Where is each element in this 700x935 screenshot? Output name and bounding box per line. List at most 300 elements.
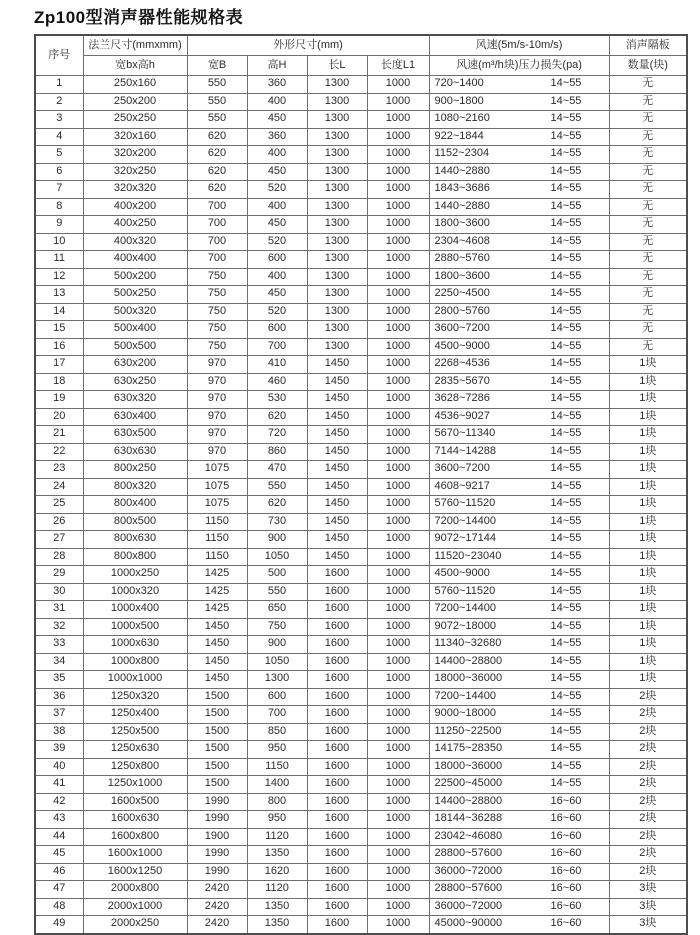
flange-size-cell: 1000x1000 (83, 671, 187, 689)
table-row (35, 548, 687, 566)
wind-speed-cell (429, 601, 609, 619)
length-l1-cell: 1000 (367, 601, 429, 619)
baffle-count-cell: 无 (609, 286, 687, 304)
height-h-cell: 1400 (247, 776, 307, 794)
air-volume-value: 3600~7200 (434, 322, 490, 335)
air-volume-value: 2268~4536 (434, 357, 490, 370)
height-h-cell: 900 (247, 636, 307, 654)
air-volume-value: 9072~18000 (434, 619, 497, 632)
width-b-cell: 1150 (187, 531, 247, 549)
flange-size-cell: 500x400 (83, 321, 187, 339)
length-l1-cell: 1000 (367, 566, 429, 584)
table-row (35, 146, 687, 164)
air-volume-value: 2880~5760 (434, 252, 490, 265)
length-l-cell: 1300 (307, 338, 367, 356)
serial-cell: 1 (35, 76, 83, 94)
wind-speed-cell (429, 286, 609, 304)
height-h-cell: 600 (247, 321, 307, 339)
pressure-loss-value: 14~55 (550, 94, 582, 107)
flange-size-cell: 1000x400 (83, 601, 187, 619)
pressure-loss-value: 16~60 (550, 812, 582, 825)
air-volume-value: 36000~72000 (434, 899, 503, 912)
length-l-cell: 1300 (307, 111, 367, 129)
length-l1-cell: 1000 (367, 408, 429, 426)
length-l-cell: 1600 (307, 636, 367, 654)
air-volume-value: 900~1800 (434, 94, 484, 107)
wind-speed-cell (429, 688, 609, 706)
pressure-loss-value: 14~55 (550, 234, 582, 247)
length-l-cell: 1600 (307, 758, 367, 776)
width-b-cell: 700 (187, 216, 247, 234)
pressure-loss-value: 14~55 (550, 462, 582, 475)
length-l1-cell: 1000 (367, 356, 429, 374)
height-h-cell: 500 (247, 566, 307, 584)
baffle-count-cell: 1块 (609, 496, 687, 514)
flange-size-cell: 1000x500 (83, 618, 187, 636)
table-row (35, 898, 687, 916)
table-row (35, 163, 687, 181)
table-row (35, 723, 687, 741)
table-row (35, 828, 687, 846)
length-l1-cell: 1000 (367, 496, 429, 514)
flange-size-cell: 1250x800 (83, 758, 187, 776)
wind-speed-cell (429, 233, 609, 251)
serial-cell: 30 (35, 583, 83, 601)
header-row-2 (35, 56, 687, 76)
width-b-cell: 1425 (187, 583, 247, 601)
length-l-cell: 1300 (307, 216, 367, 234)
wind-speed-cell (429, 146, 609, 164)
length-l-cell: 1300 (307, 233, 367, 251)
length-l1-cell: 1000 (367, 828, 429, 846)
height-h-cell: 400 (247, 93, 307, 111)
length-l1-cell: 1000 (367, 373, 429, 391)
table-row (35, 478, 687, 496)
length-l-cell: 1300 (307, 303, 367, 321)
wind-speed-cell (429, 443, 609, 461)
serial-cell: 21 (35, 426, 83, 444)
width-b-cell: 750 (187, 303, 247, 321)
length-l1-cell: 1000 (367, 111, 429, 129)
serial-cell: 10 (35, 233, 83, 251)
length-l-cell: 1300 (307, 163, 367, 181)
table-row (35, 706, 687, 724)
width-b-cell: 1075 (187, 496, 247, 514)
width-b-cell: 970 (187, 356, 247, 374)
serial-cell: 35 (35, 671, 83, 689)
pressure-loss-value: 14~55 (550, 514, 582, 527)
height-h-cell: 1120 (247, 828, 307, 846)
pressure-loss-value: 14~55 (550, 707, 582, 720)
flange-size-cell: 800x250 (83, 461, 187, 479)
pressure-loss-value: 14~55 (550, 759, 582, 772)
air-volume-value: 1440~2880 (434, 199, 490, 212)
length-l1-cell: 1000 (367, 286, 429, 304)
table-row (35, 216, 687, 234)
flange-size-cell: 320x320 (83, 181, 187, 199)
air-volume-value: 7144~14288 (434, 444, 497, 457)
pressure-loss-value: 14~55 (550, 742, 582, 755)
height-h-cell: 1350 (247, 846, 307, 864)
length-l-cell: 1300 (307, 286, 367, 304)
length-l1-cell: 1000 (367, 793, 429, 811)
baffle-count-cell: 2块 (609, 706, 687, 724)
baffle-count-cell: 1块 (609, 653, 687, 671)
baffle-count-cell: 1块 (609, 583, 687, 601)
length-l1-cell: 1000 (367, 426, 429, 444)
wind-speed-cell (429, 898, 609, 916)
baffle-count-cell: 1块 (609, 373, 687, 391)
length-l1-cell: 1000 (367, 741, 429, 759)
baffle-count-cell: 无 (609, 163, 687, 181)
flange-size-cell: 1250x630 (83, 741, 187, 759)
length-l-cell: 1300 (307, 128, 367, 146)
baffle-count-cell: 无 (609, 146, 687, 164)
wind-speed-cell (429, 706, 609, 724)
table-row (35, 408, 687, 426)
air-volume-value: 2800~5760 (434, 304, 490, 317)
table-row (35, 373, 687, 391)
pressure-loss-value: 14~55 (550, 164, 582, 177)
serial-cell: 2 (35, 93, 83, 111)
pressure-loss-value: 14~55 (550, 217, 582, 230)
flange-size-cell: 500x500 (83, 338, 187, 356)
flange-size-cell: 1600x1250 (83, 863, 187, 881)
length-l1-cell: 1000 (367, 636, 429, 654)
pressure-loss-value: 14~55 (550, 77, 582, 90)
air-volume-value: 4608~9217 (434, 479, 490, 492)
length-l1-cell: 1000 (367, 443, 429, 461)
pressure-loss-value: 14~55 (550, 322, 582, 335)
height-h-cell: 470 (247, 461, 307, 479)
air-volume-value: 28800~57600 (434, 847, 503, 860)
length-l-cell: 1300 (307, 146, 367, 164)
length-l-cell: 1600 (307, 846, 367, 864)
width-b-cell: 1425 (187, 566, 247, 584)
wind-speed-cell (429, 741, 609, 759)
air-volume-value: 22500~45000 (434, 777, 503, 790)
length-l1-cell: 1000 (367, 513, 429, 531)
flange-size-cell: 250x200 (83, 93, 187, 111)
serial-cell: 40 (35, 758, 83, 776)
baffle-count-cell: 2块 (609, 723, 687, 741)
length-l1-cell: 1000 (367, 76, 429, 94)
air-volume-value: 14400~28800 (434, 654, 503, 667)
length-l-cell: 1600 (307, 601, 367, 619)
length-l-cell: 1300 (307, 251, 367, 269)
height-h-cell: 950 (247, 741, 307, 759)
flange-size-cell: 400x320 (83, 233, 187, 251)
flange-size-cell: 500x320 (83, 303, 187, 321)
flange-size-cell: 1250x320 (83, 688, 187, 706)
length-l-cell: 1600 (307, 863, 367, 881)
height-h-cell: 520 (247, 181, 307, 199)
height-h-cell: 600 (247, 688, 307, 706)
baffle-count-cell: 1块 (609, 566, 687, 584)
wind-speed-cell (429, 566, 609, 584)
serial-cell: 37 (35, 706, 83, 724)
air-volume-value: 2250~4500 (434, 287, 490, 300)
pressure-loss-value: 14~55 (550, 637, 582, 650)
width-b-cell: 1500 (187, 723, 247, 741)
length-l-cell: 1450 (307, 461, 367, 479)
baffle-count-cell: 1块 (609, 618, 687, 636)
width-b-cell: 1900 (187, 828, 247, 846)
length-l1-cell: 1000 (367, 863, 429, 881)
flange-size-cell: 400x400 (83, 251, 187, 269)
serial-cell: 32 (35, 618, 83, 636)
height-h-cell: 750 (247, 618, 307, 636)
air-volume-value: 1800~3600 (434, 269, 490, 282)
air-volume-value: 7200~14400 (434, 514, 497, 527)
pressure-loss-value: 14~55 (550, 427, 582, 440)
serial-cell: 48 (35, 898, 83, 916)
table-row (35, 181, 687, 199)
baffle-count-cell: 2块 (609, 811, 687, 829)
height-h-cell: 410 (247, 356, 307, 374)
serial-cell: 4 (35, 128, 83, 146)
baffle-count-cell: 2块 (609, 758, 687, 776)
height-h-cell: 1350 (247, 898, 307, 916)
air-volume-value: 4536~9027 (434, 409, 490, 422)
table-row (35, 531, 687, 549)
length-l1-cell: 1000 (367, 163, 429, 181)
table-row (35, 93, 687, 111)
height-h-cell: 1050 (247, 653, 307, 671)
length-l1-cell: 1000 (367, 723, 429, 741)
wind-speed-cell (429, 373, 609, 391)
width-b-cell: 750 (187, 286, 247, 304)
width-b-cell: 2420 (187, 881, 247, 899)
baffle-count-cell: 2块 (609, 846, 687, 864)
length-l1-cell: 1000 (367, 688, 429, 706)
table-row (35, 916, 687, 934)
serial-cell: 11 (35, 251, 83, 269)
pressure-loss-value: 14~55 (550, 479, 582, 492)
air-volume-value: 3600~7200 (434, 462, 490, 475)
height-h-cell: 950 (247, 811, 307, 829)
width-b-cell: 2420 (187, 898, 247, 916)
wind-speed-cell (429, 268, 609, 286)
wind-speed-cell (429, 793, 609, 811)
wind-speed-cell (429, 303, 609, 321)
length-l1-cell: 1000 (367, 583, 429, 601)
air-volume-value: 18000~36000 (434, 672, 503, 685)
baffle-count-cell: 1块 (609, 356, 687, 374)
height-h-cell: 1300 (247, 671, 307, 689)
flange-size-cell: 1000x250 (83, 566, 187, 584)
length-l-cell: 1600 (307, 566, 367, 584)
air-volume-value: 5670~11340 (434, 427, 496, 440)
table-row (35, 303, 687, 321)
length-l1-cell: 1000 (367, 181, 429, 199)
wind-speed-cell (429, 496, 609, 514)
baffle-count-cell: 1块 (609, 408, 687, 426)
wind-speed-cell (429, 723, 609, 741)
length-l-cell: 1450 (307, 531, 367, 549)
serial-cell: 46 (35, 863, 83, 881)
length-l-cell: 1450 (307, 496, 367, 514)
height-h-cell: 800 (247, 793, 307, 811)
air-volume-value: 5760~11520 (434, 584, 496, 597)
serial-cell: 36 (35, 688, 83, 706)
width-b-cell: 1500 (187, 758, 247, 776)
pressure-loss-value: 16~60 (550, 864, 582, 877)
table-row (35, 338, 687, 356)
height-h-cell: 1050 (247, 548, 307, 566)
serial-cell: 28 (35, 548, 83, 566)
height-h-cell: 1150 (247, 758, 307, 776)
serial-cell: 3 (35, 111, 83, 129)
flange-size-cell: 800x630 (83, 531, 187, 549)
serial-cell: 39 (35, 741, 83, 759)
table-row (35, 653, 687, 671)
serial-cell: 13 (35, 286, 83, 304)
wind-speed-cell (429, 181, 609, 199)
flange-size-cell: 1250x400 (83, 706, 187, 724)
serial-cell: 15 (35, 321, 83, 339)
wind-speed-cell (429, 531, 609, 549)
flange-size-cell: 1000x630 (83, 636, 187, 654)
baffle-count-cell: 无 (609, 303, 687, 321)
serial-cell: 31 (35, 601, 83, 619)
table-row (35, 601, 687, 619)
baffle-count-cell: 1块 (609, 531, 687, 549)
air-volume-value: 14175~28350 (434, 742, 503, 755)
flange-size-cell: 1000x800 (83, 653, 187, 671)
baffle-count-cell: 1块 (609, 636, 687, 654)
serial-cell: 26 (35, 513, 83, 531)
wind-speed-cell (429, 653, 609, 671)
pressure-loss-value: 14~55 (550, 619, 582, 632)
length-l1-cell: 1000 (367, 881, 429, 899)
length-l1-cell: 1000 (367, 618, 429, 636)
length-l1-cell: 1000 (367, 233, 429, 251)
width-b-cell: 1500 (187, 688, 247, 706)
flange-size-cell: 630x400 (83, 408, 187, 426)
length-l1-cell: 1000 (367, 898, 429, 916)
serial-cell: 38 (35, 723, 83, 741)
flange-size-cell: 1250x1000 (83, 776, 187, 794)
air-volume-value: 1080~2160 (434, 112, 490, 125)
pressure-loss-value: 16~60 (550, 899, 582, 912)
serial-cell: 19 (35, 391, 83, 409)
height-h-cell: 900 (247, 531, 307, 549)
serial-cell: 42 (35, 793, 83, 811)
serial-cell: 45 (35, 846, 83, 864)
height-h-cell: 650 (247, 601, 307, 619)
width-b-cell: 620 (187, 146, 247, 164)
table-row (35, 391, 687, 409)
header-height-h: 高H (247, 56, 307, 76)
length-l1-cell: 1000 (367, 846, 429, 864)
length-l-cell: 1300 (307, 321, 367, 339)
table-row (35, 496, 687, 514)
width-b-cell: 550 (187, 93, 247, 111)
width-b-cell: 2420 (187, 916, 247, 934)
table-row (35, 776, 687, 794)
flange-size-cell: 1600x500 (83, 793, 187, 811)
serial-cell: 8 (35, 198, 83, 216)
baffle-count-cell: 无 (609, 128, 687, 146)
wind-speed-cell (429, 636, 609, 654)
table-row (35, 881, 687, 899)
flange-size-cell: 500x200 (83, 268, 187, 286)
baffle-count-cell: 2块 (609, 828, 687, 846)
length-l1-cell: 1000 (367, 548, 429, 566)
baffle-count-cell: 无 (609, 268, 687, 286)
air-volume-value: 18144~36288 (434, 812, 503, 825)
wind-speed-cell (429, 163, 609, 181)
baffle-count-cell: 2块 (609, 776, 687, 794)
baffle-count-cell: 1块 (609, 478, 687, 496)
length-l-cell: 1600 (307, 688, 367, 706)
header-wind-speed: 风速(5m/s-10m/s) (429, 35, 609, 56)
serial-cell: 49 (35, 916, 83, 934)
width-b-cell: 700 (187, 198, 247, 216)
wind-speed-cell (429, 251, 609, 269)
length-l-cell: 1600 (307, 618, 367, 636)
flange-size-cell: 800x800 (83, 548, 187, 566)
serial-cell: 5 (35, 146, 83, 164)
wind-speed-cell (429, 93, 609, 111)
baffle-count-cell: 无 (609, 76, 687, 94)
length-l1-cell: 1000 (367, 303, 429, 321)
height-h-cell: 1350 (247, 916, 307, 934)
width-b-cell: 1500 (187, 776, 247, 794)
pressure-loss-value: 14~55 (550, 182, 582, 195)
flange-size-cell: 1600x630 (83, 811, 187, 829)
length-l1-cell: 1000 (367, 653, 429, 671)
width-b-cell: 970 (187, 373, 247, 391)
serial-cell: 33 (35, 636, 83, 654)
table-row (35, 513, 687, 531)
wind-speed-cell (429, 408, 609, 426)
length-l1-cell: 1000 (367, 478, 429, 496)
flange-size-cell: 400x200 (83, 198, 187, 216)
flange-size-cell: 2000x250 (83, 916, 187, 934)
pressure-loss-value: 14~55 (550, 777, 582, 790)
wind-speed-cell (429, 198, 609, 216)
table-row (35, 198, 687, 216)
length-l1-cell: 1000 (367, 321, 429, 339)
length-l-cell: 1600 (307, 706, 367, 724)
serial-cell: 23 (35, 461, 83, 479)
length-l-cell: 1300 (307, 181, 367, 199)
pressure-loss-value: 14~55 (550, 357, 582, 370)
table-row (35, 461, 687, 479)
pressure-loss-value: 16~60 (550, 847, 582, 860)
baffle-count-cell: 1块 (609, 548, 687, 566)
flange-size-cell: 800x500 (83, 513, 187, 531)
flange-size-cell: 630x320 (83, 391, 187, 409)
pressure-loss-value: 14~55 (550, 112, 582, 125)
flange-size-cell: 630x500 (83, 426, 187, 444)
pressure-loss-value: 14~55 (550, 532, 582, 545)
length-l1-cell: 1000 (367, 531, 429, 549)
pressure-loss-value: 14~55 (550, 304, 582, 317)
serial-cell: 27 (35, 531, 83, 549)
height-h-cell: 850 (247, 723, 307, 741)
length-l-cell: 1450 (307, 548, 367, 566)
header-length-l: 长L (307, 56, 367, 76)
pressure-loss-value: 16~60 (550, 794, 582, 807)
serial-cell: 14 (35, 303, 83, 321)
width-b-cell: 1990 (187, 811, 247, 829)
header-outline-size: 外形尺寸(mm) (187, 35, 429, 56)
length-l1-cell: 1000 (367, 268, 429, 286)
wind-speed-cell (429, 583, 609, 601)
